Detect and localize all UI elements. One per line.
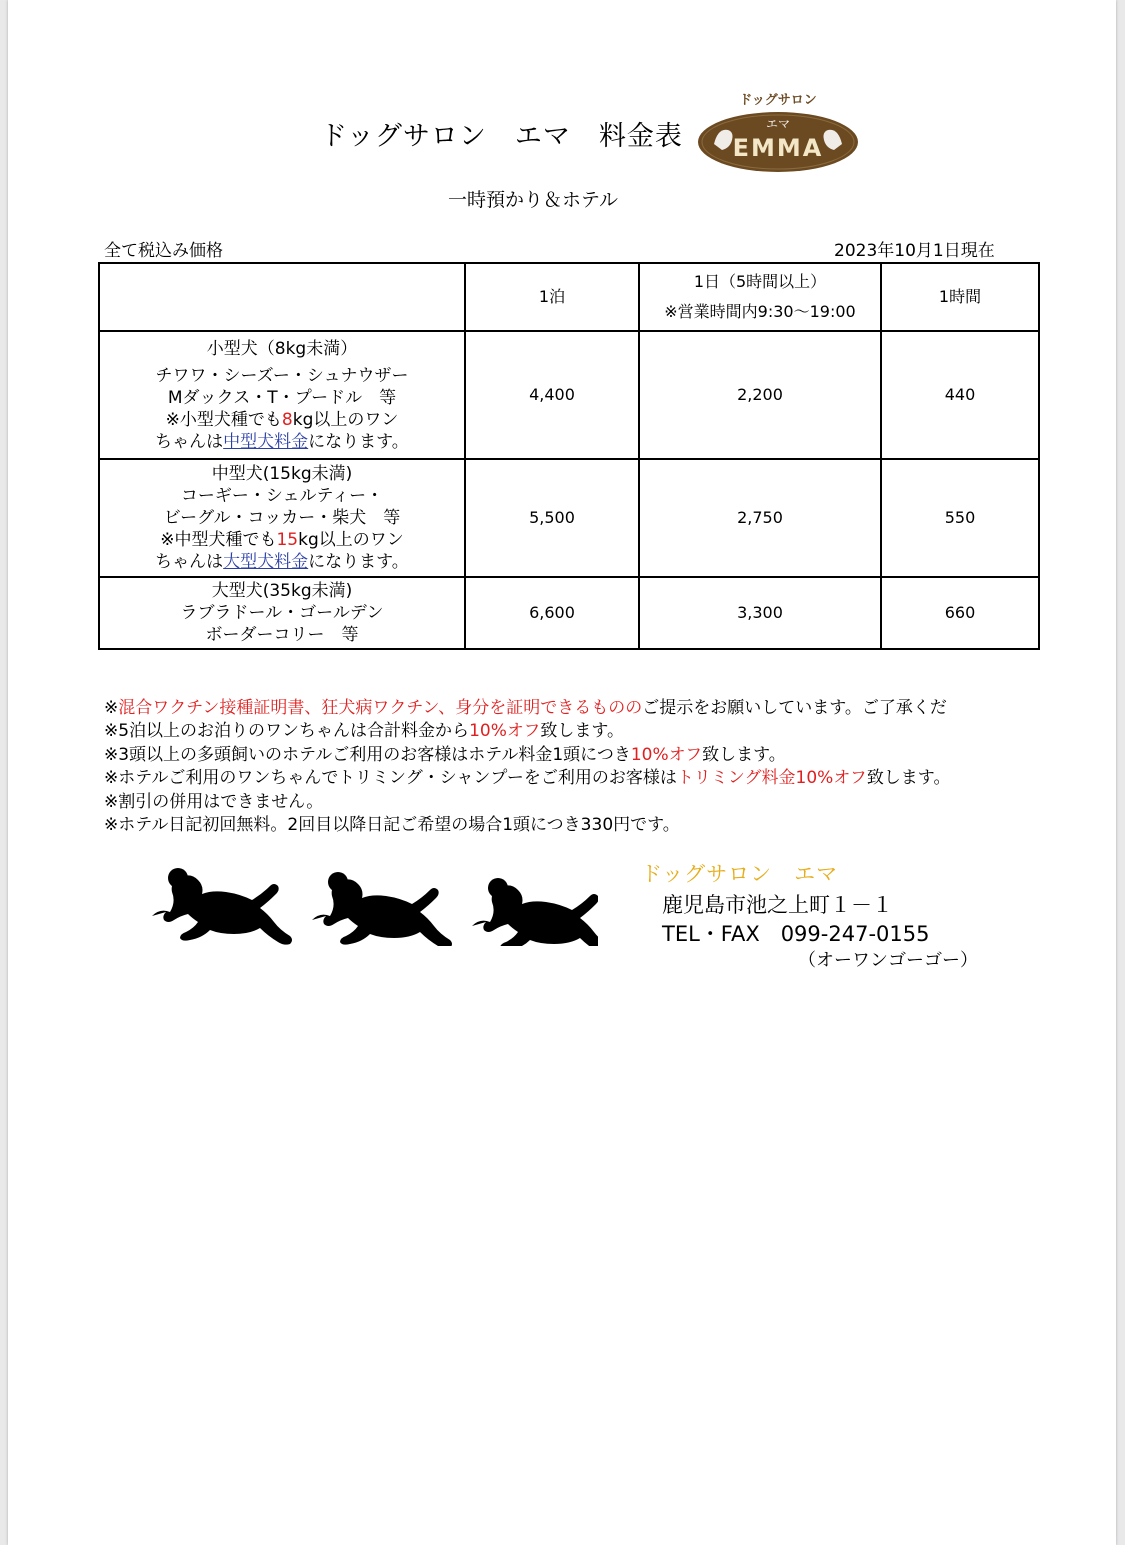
table-row (99, 331, 1039, 459)
breeds-line: コーギー・シェルティー・ (180, 486, 384, 506)
price-sheet-page (8, 0, 1116, 1545)
note-item: ※混合ワクチン接種証明書、狂犬病ワクチン、身分を証明できるもののご提示をお願いしています。ご了承くだ (104, 698, 947, 718)
price-night: 4,400 (465, 331, 639, 459)
dog-silhouette-icon (152, 868, 292, 945)
header-day-line1: 1日（5時間以上） (693, 272, 827, 291)
salon-logo (696, 88, 860, 174)
size-label: 大型犬(35kg未満) (211, 581, 353, 601)
note-item: ※5泊以上のお泊りのワンちゃんは合計料金から10%オフ致します。 (104, 721, 624, 742)
footer-tel-fax: TEL・FAX 099-247-0155 (662, 922, 930, 946)
breeds-line: ラブラドール・ゴールデン (180, 603, 384, 623)
breeds-line: ビーグル・コッカー・柴犬 等 (163, 508, 401, 528)
note-item: ※3頭以上の多頭飼いのホテルご利用のお客様はホテル料金1頭につき10%オフ致します。 (104, 744, 786, 765)
note-item: ※ホテル日記初回無料。2回目以降日記ご希望の場合1頭につき330円です。 (104, 815, 680, 836)
table-row (99, 577, 1039, 649)
table-header-row (99, 263, 1039, 331)
dog-silhouette-icon (312, 872, 452, 946)
notes-list (104, 697, 1114, 837)
price-hour: 550 (881, 459, 1039, 577)
price-day: 2,750 (639, 459, 881, 577)
running-dogs-illustration (148, 862, 598, 946)
price-night: 6,600 (465, 577, 639, 649)
footer-address: 鹿児島市池之上町１－１ (662, 893, 893, 917)
table-row (99, 459, 1039, 577)
header-blank-cell (99, 263, 465, 331)
price-day: 3,300 (639, 577, 881, 649)
as-of-date: 2023年10月1日現在 (834, 241, 995, 261)
size-description-large (99, 577, 465, 649)
note-item: ※ホテルご利用のワンちゃんでトリミング・シャンプーをご利用のお客様はトリミング料金10%オフ致します。 (104, 768, 951, 789)
size-description-medium (99, 459, 465, 577)
breeds-line: Mダックス・T・プードル 等 (167, 387, 397, 408)
size-note: ※小型犬種でも8kg以上のワン (165, 409, 399, 430)
price-table (98, 262, 1040, 650)
header-hour: 1時間 (881, 263, 1039, 331)
footer-phone-reading: （オーワンゴーゴー） (798, 950, 978, 971)
size-note: ちゃんは中型犬料金になります。 (155, 431, 409, 452)
dog-silhouette-icon (472, 878, 598, 946)
logo-top-text: ドッグサロン (739, 93, 817, 108)
header-day (639, 263, 881, 331)
breeds-line: ボーダーコリー 等 (205, 625, 359, 645)
logo-mid-text: エマ (765, 117, 791, 131)
size-description-small (99, 331, 465, 459)
breeds-line: チワワ・シーズー・シュナウザー (155, 365, 409, 386)
price-night: 5,500 (465, 459, 639, 577)
footer-shop-name: ドッグサロン エマ (641, 862, 839, 886)
page-subtitle: 一時預かり＆ホテル (448, 189, 619, 211)
size-note: ※中型犬種でも15kg以上のワン (160, 530, 404, 550)
size-label: 小型犬（8kg未満） (206, 338, 358, 359)
size-note: ちゃんは大型犬料金になります。 (155, 552, 409, 572)
price-hour: 440 (881, 331, 1039, 459)
header-day-line2: ※営業時間内9:30～19:00 (664, 302, 856, 321)
price-day: 2,200 (639, 331, 881, 459)
header-night: 1泊 (465, 263, 639, 331)
logo-brand-text: EMMA (732, 134, 824, 162)
note-item: ※割引の併用はできません。 (104, 791, 324, 812)
size-label: 中型犬(15kg未満) (211, 464, 353, 484)
price-hour: 660 (881, 577, 1039, 649)
tax-note: 全て税込み価格 (104, 241, 223, 261)
page-title: ドッグサロン エマ 料金表 (320, 121, 683, 152)
